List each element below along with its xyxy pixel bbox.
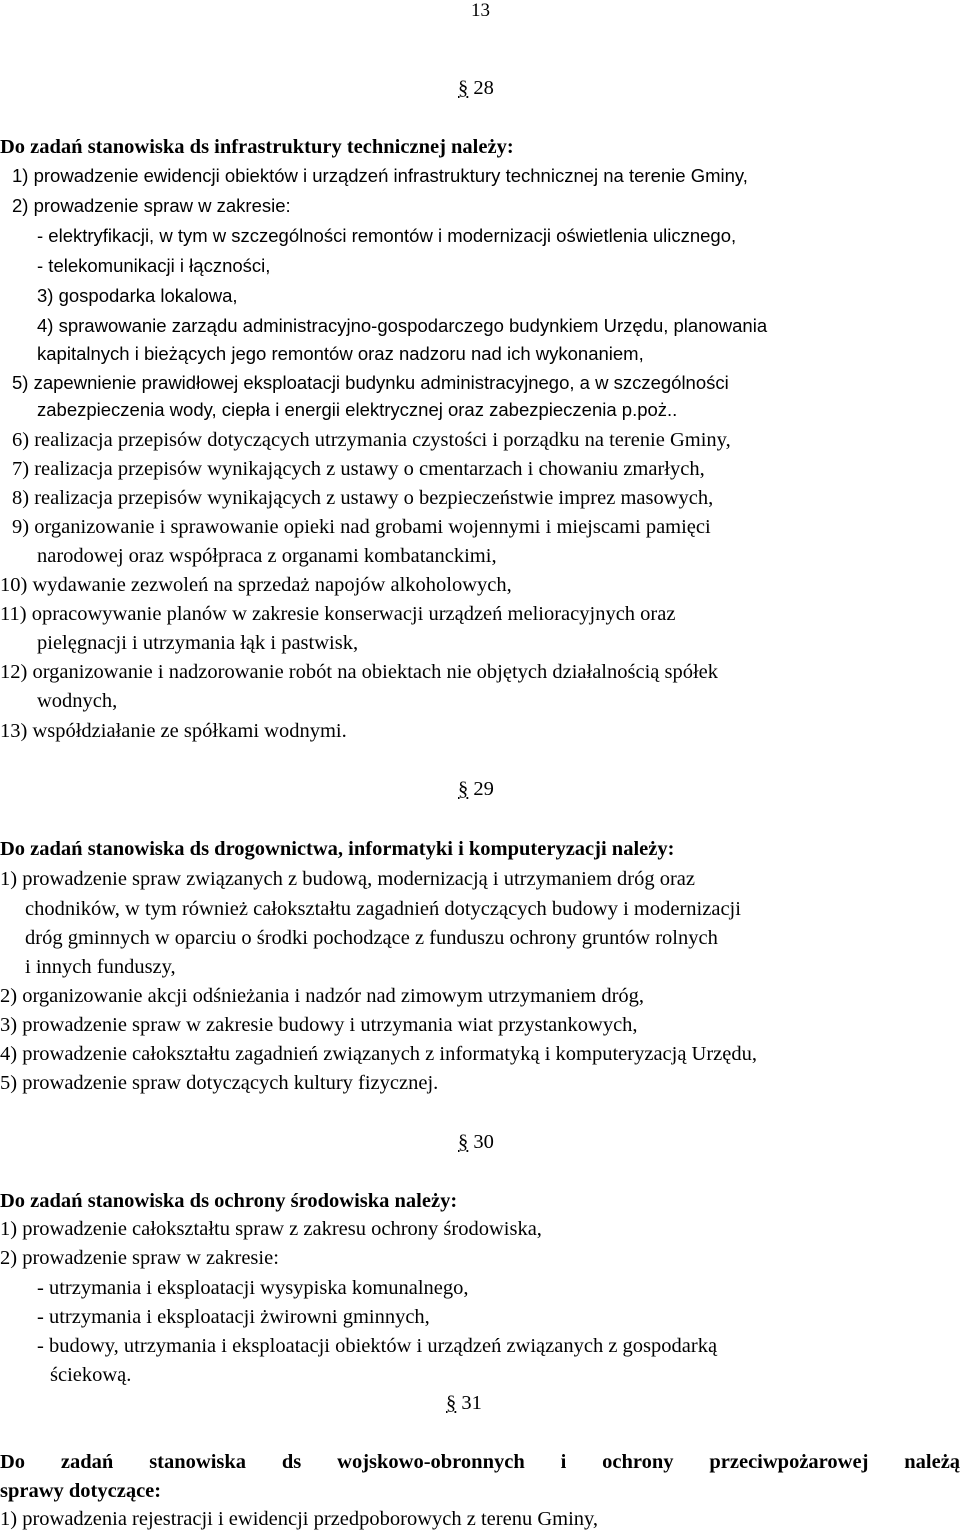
page-number: 13: [471, 0, 490, 21]
s29-line: 2) organizowanie akcji odśnieżania i nadzór nad zimowym utrzymaniem dróg,: [0, 985, 645, 1007]
s31-line: 1) prowadzenia rejestracji i ewidencji przedpoborowych z terenu Gminy,: [0, 1508, 599, 1530]
s28-line: - elektryfikacji, w tym w szczególności remontów i modernizacji oświetlenia ulicznego,: [37, 225, 737, 246]
section-number: 29: [473, 778, 494, 800]
heading-word: ochrony: [602, 1451, 674, 1473]
s28-line: 9) organizowanie i sprawowanie opieki nad grobami wojennymi i miejscami pamięci: [12, 516, 711, 538]
heading-word: wojskowo-obronnych: [337, 1451, 525, 1473]
section-number: 30: [473, 1131, 494, 1153]
s28-line: 1) prowadzenie ewidencji obiektów i urządzeń infrastruktury technicznej na terenie Gminy,: [12, 165, 748, 186]
s30-line: 1) prowadzenie całokształtu spraw z zakresu ochrony środowiska,: [0, 1218, 542, 1240]
s28-line: kapitalnych i bieżących jego remontów oraz nadzoru nad ich wykonaniem,: [37, 343, 644, 364]
paragraph-sign: §: [458, 77, 469, 99]
s29-line: chodników, w tym również całokształtu zagadnień dotyczących budowy i modernizacji: [25, 898, 741, 920]
heading-word: ds: [281, 1451, 302, 1473]
s28-line: narodowej oraz współpraca z organami kombatanckimi,: [37, 545, 497, 567]
s29-line: 4) prowadzenie całokształtu zagadnień związanych z informatyką i komputeryzacją Urzędu,: [0, 1043, 758, 1065]
s30-line: 2) prowadzenie spraw w zakresie:: [0, 1247, 279, 1269]
s28-line: 8) realizacja przepisów wynikających z ustawy o bezpieczeństwie imprez masowych,: [12, 487, 714, 509]
s28-line: 4) sprawowanie zarządu administracyjno-gospodarczego budynkiem Urzędu, planowania: [37, 315, 768, 336]
s28-line: 13) współdziałanie ze spółkami wodnymi.: [0, 720, 347, 742]
s29-line: 1) prowadzenie spraw związanych z budową, modernizacją i utrzymaniem dróg oraz: [0, 868, 695, 890]
s29-line: 5) prowadzenie spraw dotyczących kultury fizycznej.: [0, 1072, 439, 1094]
s28-line: 2) prowadzenie spraw w zakresie:: [12, 195, 291, 216]
s28-line: 3) gospodarka lokalowa,: [37, 285, 238, 306]
paragraph-sign: §: [458, 1131, 469, 1153]
section-31-heading-cont: sprawy dotyczące:: [0, 1480, 162, 1502]
s29-line: 3) prowadzenie spraw w zakresie budowy i utrzymania wiat przystankowych,: [0, 1014, 638, 1036]
section-number: 28: [473, 77, 494, 99]
s28-line: 7) realizacja przepisów wynikających z ustawy o cmentarzach i chowaniu zmarłych,: [12, 458, 705, 480]
s28-line: 6) realizacja przepisów dotyczących utrzymania czystości i porządku na terenie Gminy,: [12, 429, 731, 451]
heading-word: Do: [0, 1451, 26, 1473]
s28-line: 12) organizowanie i nadzorowanie robót na obiektach nie objętych działalnością spółek: [0, 661, 719, 683]
s28-line: - telekomunikacji i łączności,: [37, 255, 271, 276]
section-28-title: [458, 75, 494, 101]
heading-word: stanowiska: [149, 1451, 247, 1473]
heading-word: zadań: [60, 1451, 114, 1473]
s29-line: i innych funduszy,: [25, 956, 176, 978]
heading-word: przeciwpożarowej: [709, 1451, 869, 1473]
section-30-title: [458, 1129, 494, 1155]
s28-line: 10) wydawanie zezwoleń na sprzedaż napojów alkoholowych,: [0, 574, 512, 596]
heading-word: należą: [904, 1451, 960, 1473]
section-28-heading: Do zadań stanowiska ds infrastruktury technicznej należy:: [0, 136, 514, 158]
s30-line: - utrzymania i eksploatacji wysypiska komunalnego,: [37, 1277, 469, 1299]
s28-line: zabezpieczenia wody, ciepła i energii elektrycznej oraz zabezpieczenia p.poż..: [37, 399, 678, 420]
section-31-heading: [0, 1449, 960, 1475]
s28-line: pielęgnacji i utrzymania łąk i pastwisk,: [37, 632, 359, 654]
section-29-title: [458, 776, 494, 802]
paragraph-sign: §: [458, 778, 469, 800]
heading-word: i: [560, 1451, 567, 1473]
paragraph-sign: §: [446, 1392, 457, 1414]
s28-line: 11) opracowywanie planów w zakresie konserwacji urządzeń melioracyjnych oraz: [0, 603, 676, 625]
section-30-heading: Do zadań stanowiska ds ochrony środowiska należy:: [0, 1190, 458, 1212]
s28-line: 5) zapewnienie prawidłowej eksploatacji budynku administracyjnego, a w szczególności: [12, 372, 729, 393]
section-31-title: [446, 1390, 482, 1416]
s30-line: ściekową.: [50, 1364, 132, 1386]
s30-line: - utrzymania i eksploatacji żwirowni gminnych,: [37, 1306, 430, 1328]
section-number: 31: [461, 1392, 482, 1414]
s30-line: - budowy, utrzymania i eksploatacji obiektów i urządzeń związanych z gospodarką: [37, 1335, 718, 1357]
section-29-heading: Do zadań stanowiska ds drogownictwa, informatyki i komputeryzacji należy:: [0, 838, 675, 860]
s28-line: wodnych,: [37, 690, 118, 712]
s29-line: dróg gminnych w oparciu o środki pochodzące z funduszu ochrony gruntów rolnych: [25, 927, 718, 949]
